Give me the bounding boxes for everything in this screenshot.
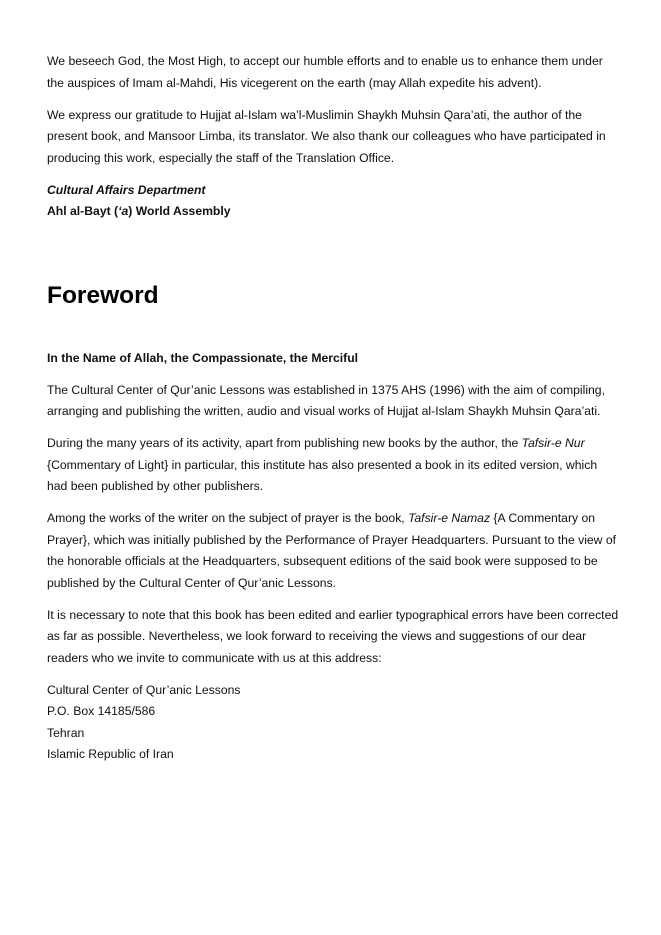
text-run: {Commentary of Light} in particular, this institute has also presented a book in its edited version, which had been published by other publishers. [47, 457, 598, 493]
foreword-paragraph-3 [47, 508, 619, 594]
foreword-paragraph-2 [47, 433, 619, 498]
address-line: Cultural Center of Qur’anic Lessons [47, 682, 241, 697]
document-page [47, 51, 619, 766]
signature-department: Cultural Affairs Department [47, 182, 206, 197]
foreword-heading-wrap [47, 281, 619, 311]
address-line: Islamic Republic of Iran [47, 747, 174, 761]
postal-address [47, 680, 619, 766]
foreword-heading: Foreword [47, 281, 159, 309]
text-run: Among the works of the writer on the subject of prayer is the book, [47, 511, 409, 525]
book-title-tafsir-e-nur: Tafsir-e Nur [521, 436, 585, 450]
address-line: P.O. Box 14185/586 [47, 704, 156, 718]
text-run: {A Commentary on Prayer}, which was initially published by the Performance of Prayer Headquarters. Pursuant to the view of the honorable officials at the Headquarters, subsequent editions of the said book were supposed to be published by the Cultural Center of Qur’anic Lessons. [47, 511, 617, 590]
intro-paragraph-1: We beseech God, the Most High, to accept our humble efforts and to enable us to enhance them under the auspices of Imam al-Mahdi, His vicegerent on the earth (may Allah expedite his advent). [47, 54, 603, 90]
foreword-paragraph-1: The Cultural Center of Qur’anic Lessons was established in 1375 AHS (1996) with the aim of compiling, arranging and publishing the written, audio and visual works of Hujjat al-Islam Shaykh Muhsin Qara’ati. [47, 382, 605, 418]
foreword-paragraph-4: It is necessary to note that this book has been edited and earlier typographical errors have been corrected as far as possible. Nevertheless, we look forward to receiving the views and suggestions of our dear readers who we invite to communicate with us at this address: [47, 607, 619, 665]
bismillah-line: In the Name of Allah, the Compassionate, the Merciful [47, 350, 359, 365]
book-title-tafsir-e-namaz: Tafsir-e Namaz [408, 511, 491, 525]
signature-org-italic: ‘a [118, 204, 129, 218]
signature-organization [47, 201, 619, 223]
text-run: During the many years of its activity, apart from publishing new books by the author, the [47, 436, 522, 450]
intro-paragraph-2: We express our gratitude to Hujjat al-Islam wa’l-Muslimin Shaykh Muhsin Qara’ati, the author of the present book, and Mansoor Limba, its translator. We also thank our colleagues who have participated in producing this work, especially the staff of the Translation Office. [47, 107, 606, 165]
signature-org-part: ) World Assembly [128, 204, 231, 218]
signature-org-part: Ahl al-Bayt ( [47, 204, 119, 218]
address-line: Tehran [47, 725, 85, 740]
